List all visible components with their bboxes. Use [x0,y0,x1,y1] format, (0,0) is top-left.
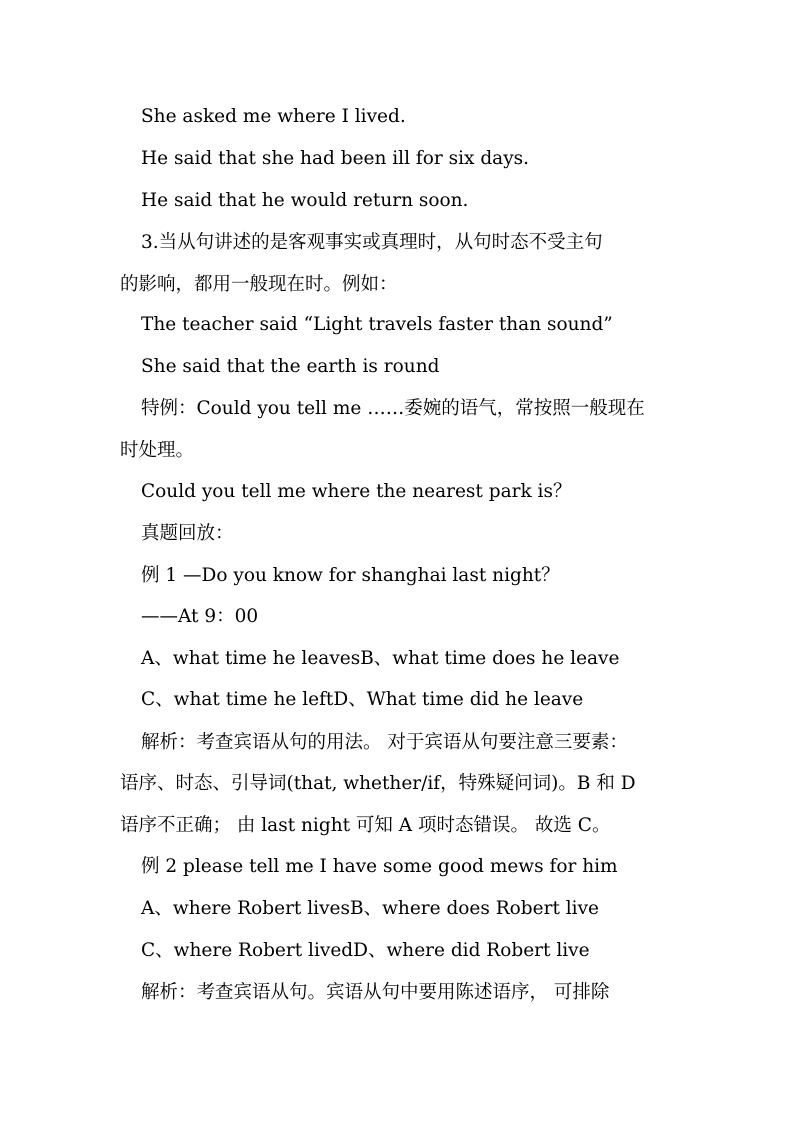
example-sentence-line: He said that she had been ill for six days. [141,148,530,169]
example-sentence-line: She said that the earth is round [141,356,440,377]
options-line: A、what time he leavesB、what time does he leave [141,648,620,669]
explanation-line: 语序、时态、引导词(that, whether/if，特殊疑问词)。B 和 D [120,773,636,794]
options-line: C、where Robert livedD、where did Robert live [141,940,590,961]
example-sentence-line: Could you tell me where the nearest park is？ [141,481,572,502]
explanation-line: 解析：考查宾语从句的用法。 对于宾语从句要注意三要素： [141,732,628,753]
special-case-line: 时处理。 [120,440,195,461]
rule-paragraph-line: 3.当从句讲述的是客观事实或真理时，从句时态不受主句 [141,232,603,253]
example-sentence-line: He said that he would return soon. [141,190,469,211]
explanation-line: 解析：考查宾语从句。宾语从句中要用陈述语序， 可排除 [141,982,610,1003]
example-sentence-line: She asked me where I lived. [141,106,406,127]
rule-paragraph-line: 的影响，都用一般现在时。例如： [120,274,398,295]
question-line: 例 1 —Do you know for shanghai last night？ [141,565,560,586]
example-sentence-line: The teacher said “Light travels faster than sound” [141,314,613,335]
options-line: A、where Robert livesB、where does Robert live [141,898,599,919]
answer-line: ——At 9：00 [141,606,259,627]
question-line: 例 2 please tell me I have some good mews for him [141,856,618,877]
special-case-line: 特例：Could you tell me ……委婉的语气，常按照一般现在 [141,398,645,419]
explanation-line: 语序不正确； 由 last night 可知 A 项时态错误。 故选 C。 [120,815,611,836]
section-heading: 真题回放： [141,523,234,544]
options-line: C、what time he leftD、What time did he leave [141,689,584,710]
